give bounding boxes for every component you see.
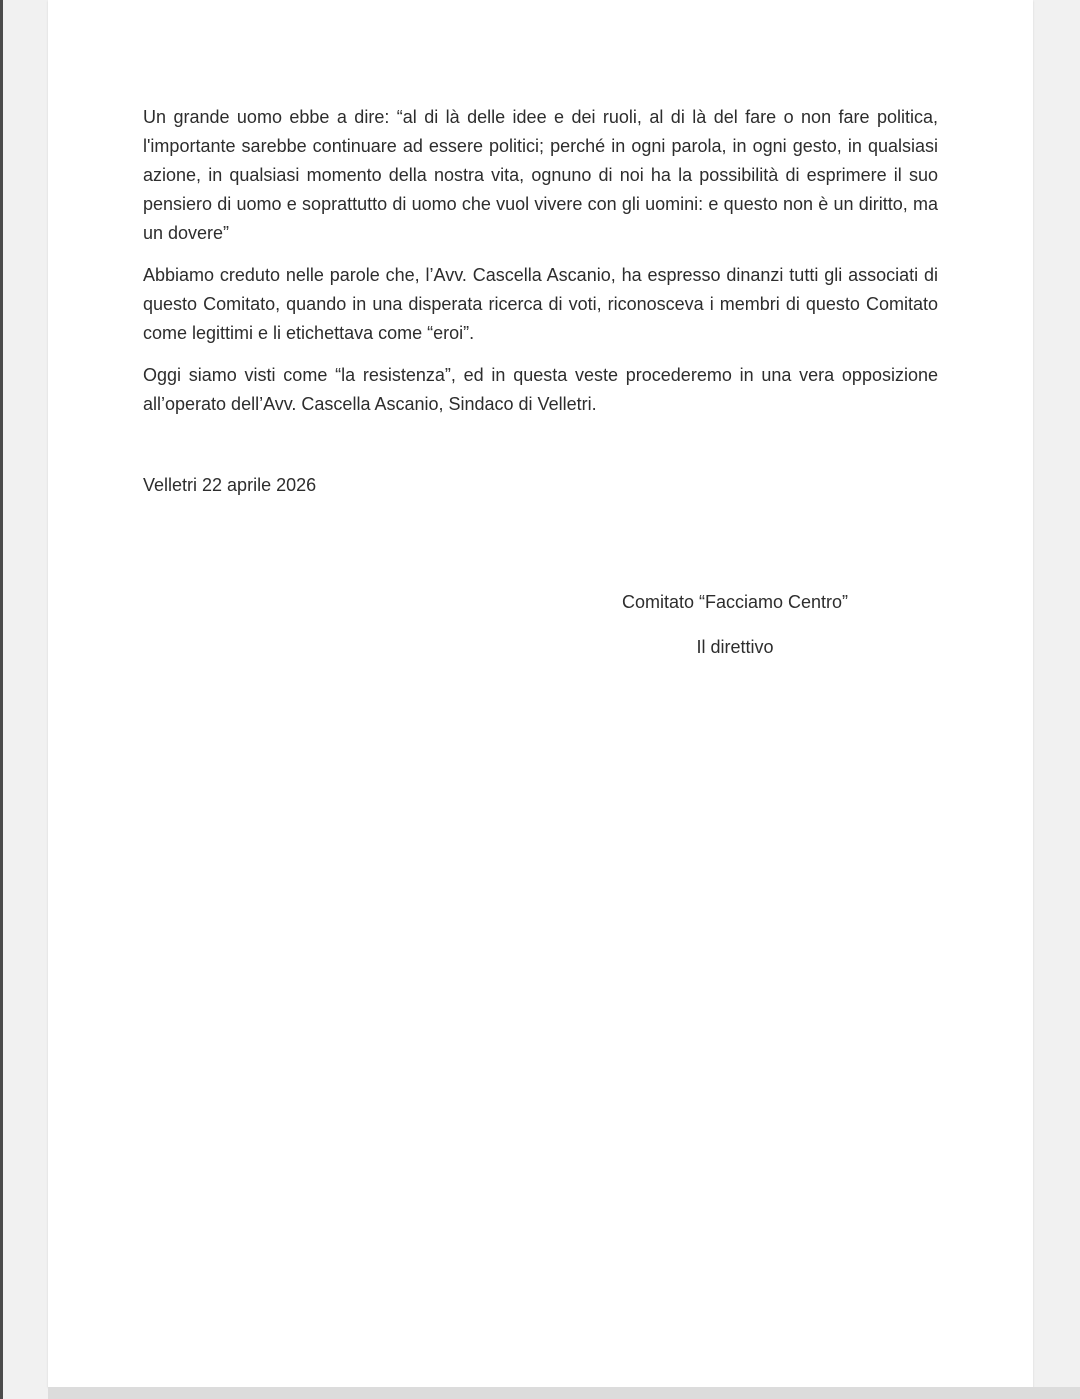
paragraph-body-1: Abbiamo creduto nelle parole che, l’Avv. Cascella Ascanio, ha espresso dinanzi tutti gli associati di questo Comitato, quando in una disperata ricerca di voti, riconosceva i membri di questo Comitato come legittimi e li etichettava come “eroi”. (143, 265, 938, 343)
letter-content (48, 0, 1033, 662)
left-edge-line (0, 0, 3, 1399)
dateline: Velletri 22 aprile 2026 (143, 475, 317, 495)
signature-block (535, 588, 935, 662)
paragraph-body-2: Oggi siamo visti come “la resistenza”, ed in questa veste procederemo in una vera opposizione all’operato dell’Avv. Cascella Ascanio, Sindaco di Velletri. (143, 365, 938, 414)
paragraph-quote: Un grande uomo ebbe a dire: “al di là delle idee e dei ruoli, al di là del fare o non fare politica, l'importante sarebbe continuare ad essere politici; perché in ogni parola, in ogni gesto, in qualsiasi azione, in qualsiasi momento della nostra vita, ognuno di noi ha la possibilità di esprimere il suo pensiero di uomo e soprattutto di uomo che vuol vivere con gli uomini: e questo non è un diritto, ma un dovere” (143, 107, 938, 243)
signature-organization: Comitato “Facciamo Centro” (621, 592, 849, 612)
document-page (48, 0, 1033, 1387)
bottom-strip (48, 1387, 1080, 1399)
signature-role: Il direttivo (696, 637, 774, 657)
